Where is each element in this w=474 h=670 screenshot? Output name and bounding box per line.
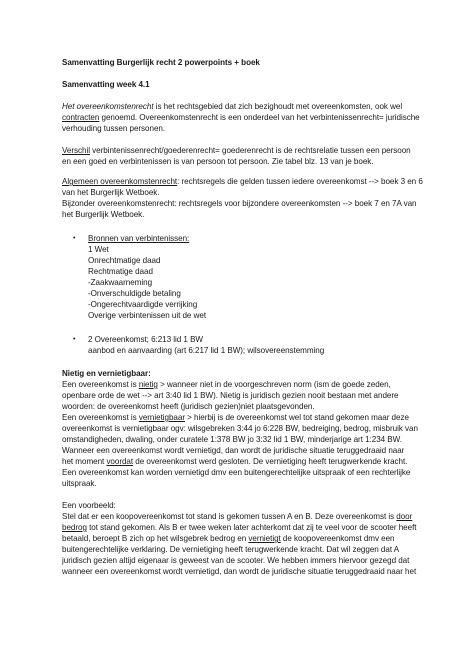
- paragraph-line: [62, 101, 402, 112]
- paragraph-line: [62, 379, 391, 390]
- bullet-icon: •: [73, 235, 76, 242]
- underlined-term: contracten: [62, 113, 100, 122]
- text: Stel dat er een koopovereenkomst tot stand is gekomen tussen A en B. Deze overeenkomst is: [62, 512, 397, 521]
- text: verbintenissenrecht/goederenrecht= goederenrecht is de rechtsrelatie tussen een persoon: [89, 146, 411, 155]
- paragraph-line: wanneer een overeenkomst wordt vernietigd, dan wordt de juridische situatie teruggedraaid naar het: [62, 567, 417, 576]
- text: betaald, beroept B zich op het wilsgebrek bedrog en: [62, 534, 249, 543]
- text: Een overeenkomst is: [62, 413, 139, 422]
- paragraph-line: [62, 456, 407, 467]
- section-subtitle: Samenvatting week 4.1: [62, 80, 150, 89]
- paragraph-line: en een goed en verbintenissen is van persoon tot persoon. Zie tabel blz. 13 van je boek.: [62, 157, 374, 166]
- paragraph-line: [62, 522, 416, 533]
- bullet-icon: •: [73, 336, 76, 343]
- list-item: Overige verbintenissen uit de wet: [88, 311, 207, 320]
- list-item: -Ongerechtvaardigde verrijking: [88, 300, 198, 309]
- list-item: 2 Overeenkomst; 6:213 lid 1 BW: [88, 335, 204, 344]
- text: genoemd. Overeenkomstenrecht is een onderdeel van het verbintenissenrecht= juridische: [99, 113, 420, 122]
- paragraph-line: [62, 145, 411, 156]
- underlined-term: vernietigt: [248, 534, 281, 543]
- text: het moment: [62, 457, 107, 466]
- paragraph-line: openbare orde de wet --> art 3:40 lid 1 BW). Nietig is juridisch gezien nooit bestaan met andere: [62, 391, 399, 400]
- bullet-heading: Bronnen van verbintenissen:: [88, 234, 190, 243]
- text: > hierbij is de overeenkomst wel tot stand gekomen maar deze: [184, 413, 409, 422]
- text: : rechtsregels die gelden tussen iedere overeenkomst --> boek 3 en 6: [177, 177, 423, 186]
- paragraph-line: van het Burgerlijk Wetboek.: [62, 188, 160, 197]
- paragraph-line: uitspraak.: [62, 479, 97, 488]
- paragraph-line: overeenkomst is vernietigbaar ogv: wilsgebreken 3:44 jo 6:228 BW, bedreiging, bedrog, misbruik van: [62, 424, 418, 433]
- underlined-term: voordat: [106, 457, 134, 466]
- underlined-term: Algemeen overeenkomstenrecht: [62, 177, 178, 186]
- paragraph-line: Bijzonder overeenkomstenrecht: rechtsregels voor bijzondere overeenkomsten --> boek 7 en 7A van: [62, 199, 417, 208]
- underlined-term: vernietigbaar: [138, 413, 185, 422]
- paragraph-line: [62, 533, 395, 544]
- example-label: Een voorbeeld:: [62, 501, 116, 510]
- underlined-term: bedrog: [62, 523, 87, 532]
- text: Een overeenkomst is: [62, 380, 139, 389]
- paragraph-line: buitengerechtelijke verklaring. De vernietiging heeft terugwerkende kracht. Dat wil zeggen dat A: [62, 545, 400, 554]
- list-item: 1 Wet: [88, 245, 109, 254]
- paragraph-line: [62, 511, 412, 522]
- underlined-term: door: [396, 512, 413, 521]
- paragraph-line: het Burgerlijk Wetboek.: [62, 210, 145, 219]
- section-heading: Nietig en vernietigbaar:: [62, 369, 151, 378]
- text: is het rechtsgebied dat zich bezighoudt met overeenkomsten, ook wel: [153, 102, 403, 111]
- list-item: Onrechtmatige daad: [88, 256, 161, 265]
- underlined-term: nietig: [138, 380, 158, 389]
- list-item: Rechtmatige daad: [88, 267, 153, 276]
- paragraph-line: [62, 112, 420, 123]
- paragraph-line: woorden: de overeenkomst heeft (juridisch gezien)niet plaatsgevonden.: [62, 402, 315, 411]
- paragraph-line: Wanneer een overeenkomst wordt vernietigd, dan wordt de juridische situatie teruggedraaid naar: [62, 446, 405, 455]
- paragraph-line: [62, 176, 423, 187]
- text: tot stand gekomen. Als B er twee weken later achterkomt dat zij te veel voor de scooter heeft: [86, 523, 417, 532]
- paragraph-line: juridisch gezien altijd eigenaar is geweest van de scooter. We hebben immers hiervoor gezegd dat: [62, 556, 410, 565]
- paragraph-line: [62, 412, 409, 423]
- document-title: Samenvatting Burgerlijk recht 2 powerpoints + boek: [62, 58, 260, 67]
- paragraph-line: verhouding tussen personen.: [62, 124, 166, 133]
- list-item: aanbod en aanvaarding (art 6:217 lid 1 BW); wilsovereenstemming: [88, 346, 325, 355]
- text: de overeenkomst werd gesloten. De vernietiging heeft terugwerkende kracht.: [133, 457, 408, 466]
- paragraph-line: omstandigheden, dwaling, onder curatele 1:378 BW jo 3:32 lid 1 BW, minderjarige art 1:234 BW.: [62, 435, 402, 444]
- term: Het overeenkomstenrecht: [62, 102, 154, 111]
- list-item: -Zaakwaarneming: [88, 278, 153, 287]
- text: de koopovereenkomst dmv een: [280, 534, 395, 543]
- underlined-term: Verschil: [62, 146, 90, 155]
- list-item: -Onverschuldigde betaling: [88, 289, 181, 298]
- paragraph-line: Een overeenkomst kan worden vernietigd dmv een buitengerechtelijke uitspraak of een rechterlijke: [62, 468, 411, 477]
- text: > wanneer niet in de voorgeschreven norm (ism de goede zeden,: [157, 380, 391, 389]
